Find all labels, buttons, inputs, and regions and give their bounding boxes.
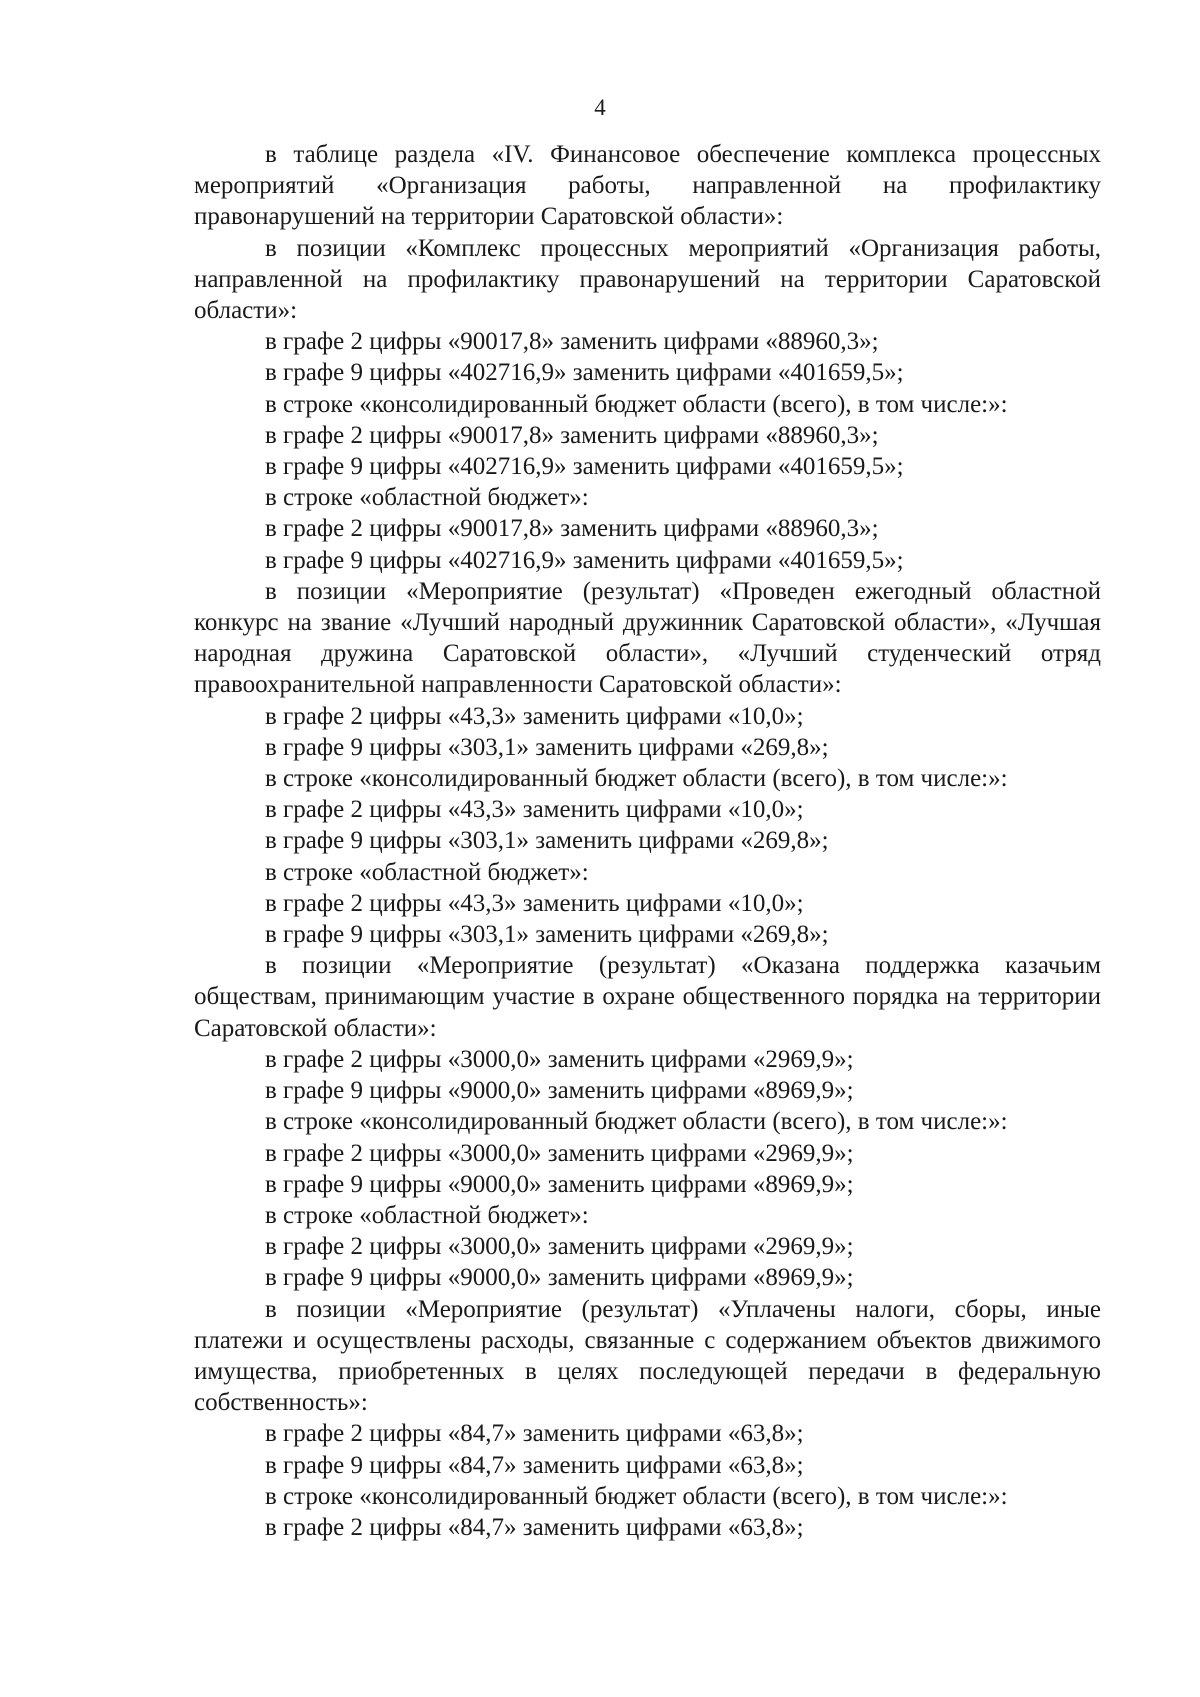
document-paragraph: в позиции «Мероприятие (результат) «Оказана поддержка казачьим обществам, принимающим участие в охране общественного порядка на территории Саратовской области»: bbox=[194, 952, 1101, 1042]
document-paragraph: в графе 9 цифры «402716,9» заменить цифрами «401659,5»; bbox=[265, 453, 904, 481]
document-paragraph: в строке «областной бюджет»: bbox=[265, 1201, 589, 1229]
document-paragraph: в графе 9 цифры «402716,9» заменить цифрами «401659,5»; bbox=[265, 359, 904, 387]
document-paragraph: в графе 9 цифры «303,1» заменить цифрами «269,8»; bbox=[265, 827, 829, 855]
document-paragraph: в графе 2 цифры «90017,8» заменить цифрами «88960,3»; bbox=[265, 328, 879, 356]
document-paragraph: в графе 2 цифры «84,7» заменить цифрами «63,8»; bbox=[265, 1513, 804, 1541]
document-paragraph: в графе 9 цифры «9000,0» заменить цифрами «8969,9»; bbox=[265, 1264, 854, 1292]
document-paragraph: в строке «консолидированный бюджет области (всего), в том числе:»: bbox=[265, 1108, 1008, 1136]
document-paragraph: в графе 2 цифры «3000,0» заменить цифрами «2969,9»; bbox=[265, 1139, 854, 1167]
document-paragraph: в строке «консолидированный бюджет области (всего), в том числе:»: bbox=[265, 1482, 1008, 1510]
document-paragraph: в графе 9 цифры «303,1» заменить цифрами «269,8»; bbox=[265, 921, 829, 949]
document-paragraph: в графе 9 цифры «303,1» заменить цифрами «269,8»; bbox=[265, 733, 829, 761]
document-paragraph: в графе 9 цифры «84,7» заменить цифрами «63,8»; bbox=[265, 1451, 804, 1479]
document-body bbox=[194, 139, 1101, 1543]
document-paragraph: в графе 2 цифры «90017,8» заменить цифрами «88960,3»; bbox=[265, 515, 879, 543]
document-paragraph: в графе 9 цифры «9000,0» заменить цифрами «8969,9»; bbox=[265, 1170, 854, 1198]
document-paragraph: в графе 2 цифры «84,7» заменить цифрами «63,8»; bbox=[265, 1420, 804, 1448]
document-paragraph: в графе 9 цифры «9000,0» заменить цифрами «8969,9»; bbox=[265, 1077, 854, 1105]
document-paragraph: в строке «областной бюджет»: bbox=[265, 484, 589, 512]
document-paragraph: в графе 2 цифры «43,3» заменить цифрами «10,0»; bbox=[265, 796, 804, 824]
page-number: 4 bbox=[594, 95, 606, 120]
document-paragraph: в графе 2 цифры «3000,0» заменить цифрами «2969,9»; bbox=[265, 1233, 854, 1261]
document-paragraph: в графе 2 цифры «43,3» заменить цифрами «10,0»; bbox=[265, 889, 804, 917]
document-paragraph: в строке «консолидированный бюджет области (всего), в том числе:»: bbox=[265, 765, 1008, 793]
document-paragraph: в позиции «Комплекс процессных мероприятий «Организация работы, направленной на профилактику правонарушений на территории Саратовской области»: bbox=[194, 234, 1101, 325]
document-paragraph: в строке «консолидированный бюджет области (всего), в том числе:»: bbox=[265, 390, 1008, 418]
document-paragraph: в графе 9 цифры «402716,9» заменить цифрами «401659,5»; bbox=[265, 546, 904, 574]
document-paragraph: в графе 2 цифры «43,3» заменить цифрами «10,0»; bbox=[265, 702, 804, 730]
document-paragraph: в графе 2 цифры «3000,0» заменить цифрами «2969,9»; bbox=[265, 1045, 854, 1073]
document-paragraph: в таблице раздела «IV. Финансовое обеспечение комплекса процессных мероприятий «Организация работы, направленной на профилактику правонарушений на территории Саратовской области»: bbox=[194, 141, 1101, 231]
document-paragraph: в позиции «Мероприятие (результат) «Уплачены налоги, сборы, иные платежи и осуществлены расходы, связанные с содержанием объектов движимого имущества, приобретенных в целях последующей передачи в федеральную собственность»: bbox=[194, 1295, 1101, 1417]
document-paragraph: в графе 2 цифры «90017,8» заменить цифрами «88960,3»; bbox=[265, 421, 879, 449]
document-paragraph: в строке «областной бюджет»: bbox=[265, 858, 589, 886]
document-paragraph: в позиции «Мероприятие (результат) «Проведен ежегодный областной конкурс на звание «Лучший народный дружинник Саратовской области», «Лучшая народная дружина Саратовской области», «Лучший студенческий отряд правоохранительной направленности Саратовской области»: bbox=[194, 577, 1101, 699]
